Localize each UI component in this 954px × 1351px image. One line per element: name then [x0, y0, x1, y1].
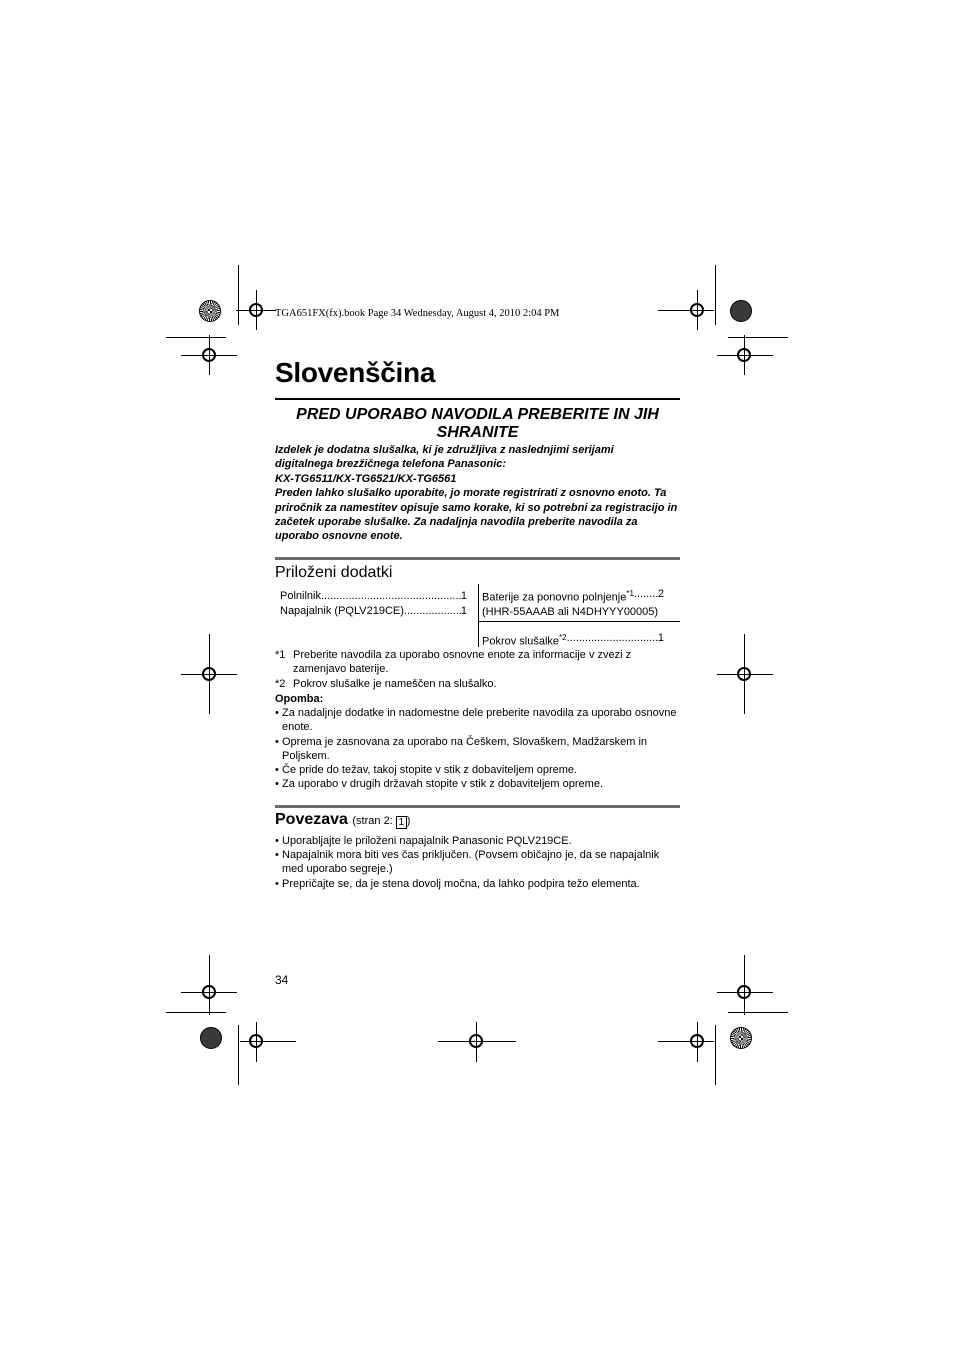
page-number: 34 — [275, 973, 289, 987]
intro-line: Izdelek je dodatna slušalka, ki je združljiva z naslednjimi serijami — [275, 444, 614, 456]
note-item: • Oprema je zasnovana za uporabo na Češkem, Slovaškem, Madžarskem in Poljskem. — [275, 735, 680, 763]
footnote-text: Preberite navodila za uporabo osnovne enote za informacije v zvezi z zamenjavo baterije. — [293, 649, 632, 676]
crosshair-icon — [202, 667, 216, 681]
accessory-label: Polnilnik — [280, 590, 321, 602]
accessory-item — [280, 589, 467, 604]
footnote-text: Pokrov slušalke je nameščen na slušalko. — [293, 678, 497, 690]
connection-list — [275, 834, 680, 891]
connection-item: • Napajalnik mora biti ves čas priključen. (Povsem običajno je, da se napajalnik med uporabo segreje.) — [275, 848, 680, 876]
accessories-title: Priloženi dodatki — [275, 564, 393, 581]
crosshair-icon — [202, 985, 216, 999]
title-divider — [275, 398, 680, 400]
intro-line: digitalnega brezžičnega telefona Panasonic: — [275, 458, 507, 471]
accessory-label: Napajalnik (PQLV219CE) — [280, 604, 404, 617]
accessory-item — [482, 631, 664, 649]
section-heading: PRED UPORABO NAVODILA PREBERITE IN JIH SHRANITE — [296, 406, 659, 441]
accessory-label: Pokrov slušalke — [482, 635, 560, 648]
table-divider — [478, 584, 479, 647]
crosshair-icon — [737, 985, 751, 999]
connection-heading — [275, 811, 410, 829]
accessory-qty: 2 — [657, 588, 664, 600]
connection-title: Povezava — [275, 811, 348, 828]
connection-item: • Prepričajte se, da je stena dovolj močna, da lahko podpira težo elementa. — [275, 877, 680, 891]
section-divider — [275, 557, 680, 560]
footnote-mark: *1 — [275, 649, 286, 661]
accessories-left-column — [280, 589, 467, 618]
page-title: Slovenščina — [275, 357, 436, 388]
connection-item: • Uporabljajte le priloženi napajalnik Panasonic PQLV219CE. — [275, 834, 680, 848]
accessory-item — [482, 587, 664, 605]
accessory-qty: 1 — [460, 590, 467, 602]
footnote-ref: *1 — [626, 589, 634, 598]
accessory-label: Baterije za ponovno polnjenje — [482, 591, 627, 604]
footnote-mark: *2 — [275, 678, 286, 690]
section-divider — [275, 805, 680, 808]
accessories-right-column — [482, 587, 680, 649]
crosshair-icon — [737, 667, 751, 681]
page-ref: ) — [406, 815, 411, 827]
footnote — [275, 677, 680, 691]
accessory-qty: 1 — [460, 604, 467, 617]
crosshair-icon — [469, 1034, 483, 1048]
note-block — [275, 692, 680, 791]
note-item: • Za nadaljnje dodatke in nadomestne dele preberite navodila za uporabo osnovne enote. — [275, 706, 680, 734]
registration-mark-icon — [730, 1027, 752, 1049]
note-item: • Če pride do težav, takoj stopite v stik z dobaviteljem opreme. — [275, 763, 680, 777]
page-ref: (stran 2: — [352, 815, 396, 827]
footnote-ref: *2 — [559, 632, 567, 642]
registration-mark-icon — [730, 300, 752, 322]
registration-mark-icon — [199, 300, 221, 322]
intro-paragraph: Preden lahko slušalko uporabite, jo morate registrirati z osnovno enoto. Ta priročnik za namestitev opisuje samo korake, ki so potrebni za registracijo in začetek uporabe slušalke. Za nadaljnja navodila preberite navodila za uporabo osnovne enote. — [275, 487, 678, 543]
file-info-header: TGA651FX(fx).book Page 34 Wednesday, August 4, 2010 2:04 PM — [275, 308, 560, 319]
footnote — [275, 648, 680, 676]
registration-mark-icon — [200, 1027, 222, 1049]
note-item: • Za uporabo v drugih državah stopite v stik z dobaviteljem opreme. — [275, 777, 680, 791]
figure-number: 1 — [396, 816, 407, 829]
accessory-item — [280, 604, 467, 619]
note-label: Opomba: — [275, 693, 324, 705]
accessory-model: (HHR-55AAAB ali N4DHYYY00005) — [482, 606, 659, 619]
intro-text — [275, 443, 680, 544]
intro-model-list: KX-TG6511/KX-TG6521/KX-TG6561 — [275, 472, 457, 485]
accessory-qty: 1 — [657, 631, 664, 644]
